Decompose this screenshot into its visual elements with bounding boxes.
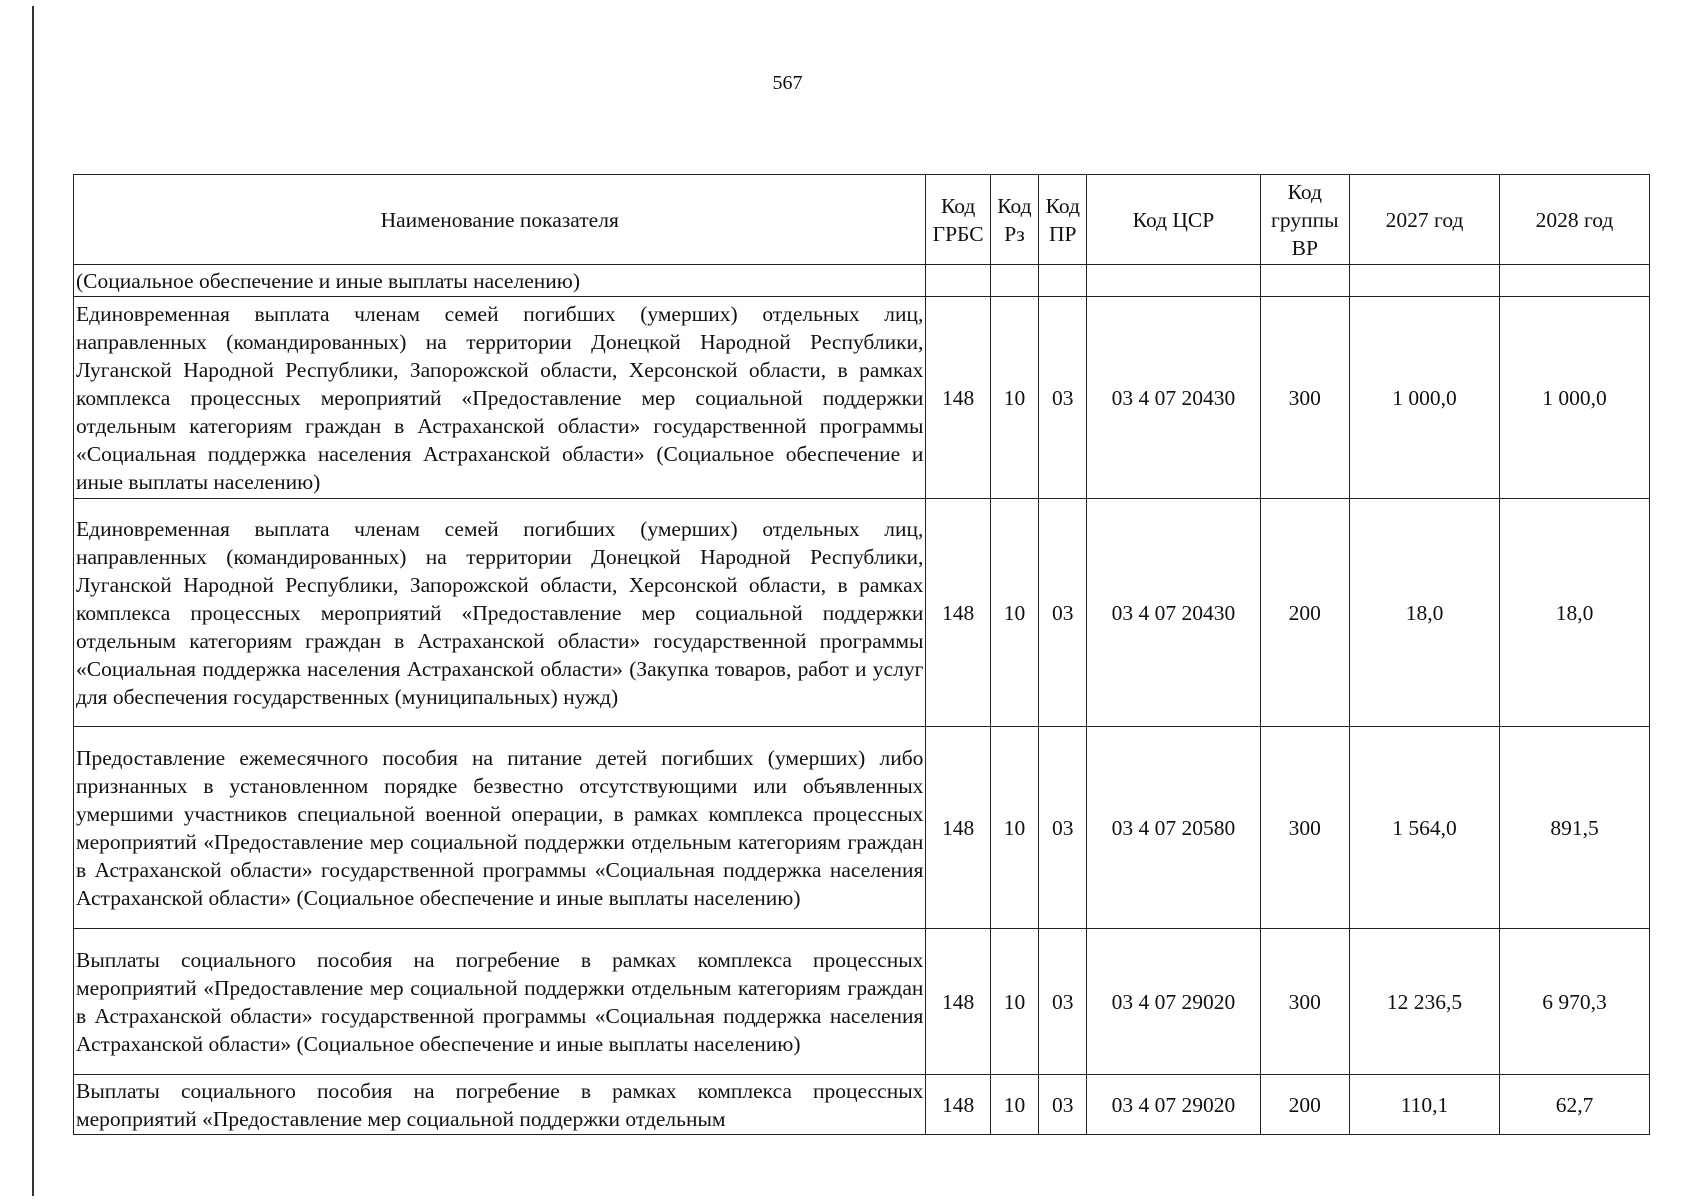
row-grbs: 148: [926, 1075, 990, 1135]
table-row-continuation: [74, 265, 1650, 297]
row-name: Предоставление ежемесячного пособия на питание детей погибших (умерших) либо признанных в установленном порядке безвестно отсутствующими или объявленных умершими участников специальной военной операции, в рамках комплекса процессных мероприятий «Предоставление мер социальной поддержки отдельным категориям граждан в Астраханской области» государственной программы «Социальная поддержка населения Астраханской области» (Социальное обеспечение и иные выплаты населению): [74, 727, 926, 929]
row-pr: 03: [1039, 929, 1087, 1075]
empty-cell: [1260, 265, 1350, 297]
row-grbs: 148: [926, 727, 990, 929]
row-vr: 300: [1260, 297, 1350, 499]
row-pr: 03: [1039, 297, 1087, 499]
row-grbs: 148: [926, 929, 990, 1075]
row-csr: 03 4 07 29020: [1087, 1075, 1260, 1135]
row-2027: 1 000,0: [1350, 297, 1500, 499]
row-rz: 10: [990, 297, 1038, 499]
row-2028: 1 000,0: [1500, 297, 1650, 499]
header-rz: Код Рз: [990, 175, 1038, 265]
header-csr: Код ЦСР: [1087, 175, 1260, 265]
row-vr: 300: [1260, 929, 1350, 1075]
budget-table: [73, 174, 1650, 1135]
row-csr: 03 4 07 20430: [1087, 499, 1260, 727]
header-grbs: Код ГРБС: [926, 175, 990, 265]
row-csr: 03 4 07 29020: [1087, 929, 1260, 1075]
row-2027: 1 564,0: [1350, 727, 1500, 929]
row-vr: 300: [1260, 727, 1350, 929]
row-2028: 18,0: [1500, 499, 1650, 727]
empty-cell: [1039, 265, 1087, 297]
row-name: (Социальное обеспечение и иные выплаты населению): [74, 265, 926, 297]
row-vr: 200: [1260, 499, 1350, 727]
row-csr: 03 4 07 20430: [1087, 297, 1260, 499]
row-rz: 10: [990, 499, 1038, 727]
row-2027: 110,1: [1350, 1075, 1500, 1135]
header-vr: Код группы ВР: [1260, 175, 1350, 265]
empty-cell: [926, 265, 990, 297]
table-row: [74, 1075, 1650, 1135]
row-pr: 03: [1039, 1075, 1087, 1135]
table-row: [74, 929, 1650, 1075]
row-rz: 10: [990, 929, 1038, 1075]
row-name: Выплаты социального пособия на погребение в рамках комплекса процессных мероприятий «Предоставление мер социальной поддержки отдельным категориям граждан в Астраханской области» государственной программы «Социальная поддержка населения Астраханской области» (Социальное обеспечение и иные выплаты населению): [74, 929, 926, 1075]
row-name: Выплаты социального пособия на погребение в рамках комплекса процессных мероприятий «Предоставление мер социальной поддержки отдельным: [74, 1075, 926, 1135]
row-2027: 12 236,5: [1350, 929, 1500, 1075]
row-rz: 10: [990, 727, 1038, 929]
row-vr: 200: [1260, 1075, 1350, 1135]
table-row: [74, 727, 1650, 929]
empty-cell: [990, 265, 1038, 297]
header-2027: 2027 год: [1350, 175, 1500, 265]
empty-cell: [1087, 265, 1260, 297]
row-2028: 62,7: [1500, 1075, 1650, 1135]
empty-cell: [1500, 265, 1650, 297]
page-number: 567: [772, 72, 803, 94]
header-2028: 2028 год: [1500, 175, 1650, 265]
row-csr: 03 4 07 20580: [1087, 727, 1260, 929]
row-grbs: 148: [926, 499, 990, 727]
table-row: [74, 499, 1650, 727]
row-grbs: 148: [926, 297, 990, 499]
empty-cell: [1350, 265, 1500, 297]
row-2027: 18,0: [1350, 499, 1500, 727]
header-name: Наименование показателя: [74, 175, 926, 265]
header-pr: Код ПР: [1039, 175, 1087, 265]
table-row: [74, 297, 1650, 499]
row-2028: 891,5: [1500, 727, 1650, 929]
row-pr: 03: [1039, 499, 1087, 727]
row-rz: 10: [990, 1075, 1038, 1135]
row-2028: 6 970,3: [1500, 929, 1650, 1075]
binding-margin-line: [32, 6, 34, 1196]
table-header-row: [74, 175, 1650, 265]
row-name: Единовременная выплата членам семей погибших (умерших) отдельных лиц, направленных (командированных) на территории Донецкой Народной Республики, Луганской Народной Республики, Запорожской области, Херсонской области, в рамках комплекса процессных мероприятий «Предоставление мер социальной поддержки отдельным категориям граждан в Астраханской области» государственной программы «Социальная поддержка населения Астраханской области» (Социальное обеспечение и иные выплаты населению): [74, 297, 926, 499]
row-pr: 03: [1039, 727, 1087, 929]
row-name: Единовременная выплата членам семей погибших (умерших) отдельных лиц, направленных (командированных) на территории Донецкой Народной Республики, Луганской Народной Республики, Запорожской области, Херсонской области, в рамках комплекса процессных мероприятий «Предоставление мер социальной поддержки отдельным категориям граждан в Астраханской области» государственной программы «Социальная поддержка населения Астраханской области» (Закупка товаров, работ и услуг для обеспечения государственных (муниципальных) нужд): [74, 499, 926, 727]
